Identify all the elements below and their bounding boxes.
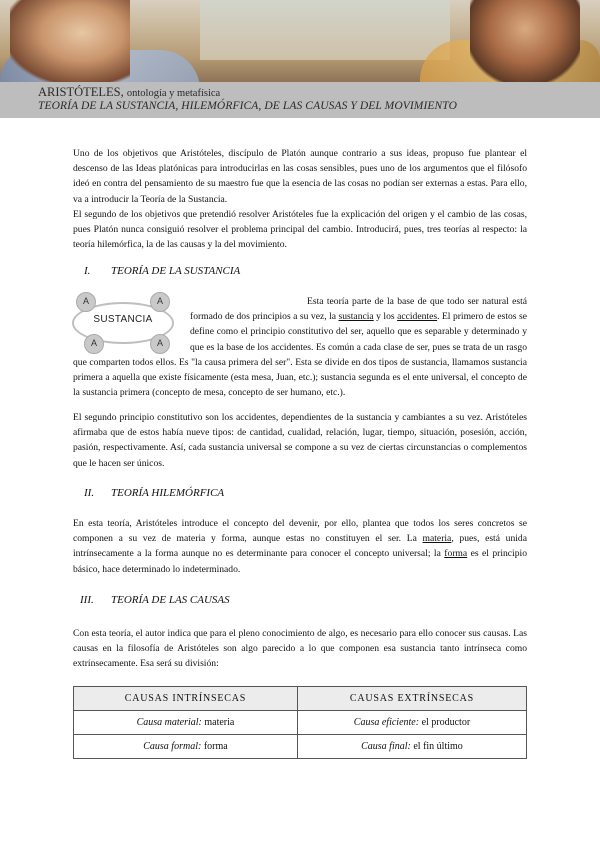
table-row	[74, 735, 527, 759]
section-title: TEORÍA DE LA SUSTANCIA	[111, 265, 241, 277]
section-number: I.	[84, 265, 91, 277]
intro-paragraph-1: Uno de los objetivos que Aristóteles, discípulo de Platón aunque contrario a sus ideas, propuso fue plantear el descenso de las Ideas platónicas para introducirlas en las cosas sensibles, pues uno de los argumentos que el filósofo ideó en contra del pensamiento de su maestro fue que la esencia de las cosas no podían ser externas a estas. Para ello, va a introducir la Teoría de la Sustancia.	[73, 148, 527, 205]
term-materia: materia	[422, 533, 452, 545]
diagram-label: SUSTANCIA	[93, 314, 153, 325]
table-cell: Causa final: el fin último	[297, 735, 526, 759]
table-row	[74, 711, 527, 735]
table-header-extrinsecas: CAUSAS EXTRÍNSECAS	[297, 687, 526, 711]
diagram-node-accident: A	[84, 334, 104, 354]
sustancia-paragraph-1: Esta teoría parte de la base de que todo ser natural está formado de dos principios a su vez, la sustancia y los accidentes. El primero de estos se define como el principio constitutivo del ser, aquello que es separable y determinado y que es la base de los accidentes. Es común a cada clase de ser, pues se trata de un rasgo que comparten todos ellos. Es "la causa primera del ser". Esta se divide en dos tipos de sustancia, llamamos sustancia primera a aquella que existe físicamente (esta mesa, Juan, etc.); sustancia segunda es el ente universal, el concepto de la sustancia primera (concepto de mesa, concepto de ser humano, etc.).	[73, 296, 527, 399]
table-cell: Causa material: materia	[74, 711, 298, 735]
section-title: TEORÍA HILEMÓRFICA	[111, 487, 225, 499]
document-title	[38, 85, 220, 100]
hilemorfica-paragraph: En esta teoría, Aristóteles introduce el concepto del devenir, por ello, plantea que todos los seres concretos se componen a su vez de materia y forma, aunque estas no constituyen el ser. La materia, pues, está unida intrínsecamente a la forma aunque no es determinante para conocer el concepto universal; la forma es el principio básico, hace determinado lo indeterminado.	[73, 518, 527, 575]
diagram-node-accident: A	[150, 292, 170, 312]
section-number: II.	[84, 487, 95, 499]
term-accidentes: accidentes	[397, 311, 438, 323]
table-cell: Causa formal: forma	[74, 735, 298, 759]
term-sustancia: sustancia	[338, 311, 374, 323]
causas-table	[73, 686, 527, 759]
illustration-figure-right	[470, 0, 580, 82]
title-main: ARISTÓTELES,	[38, 85, 124, 99]
header-illustration	[0, 0, 600, 82]
table-header-row	[74, 687, 527, 711]
illustration-figure-left	[10, 0, 130, 82]
diagram-node-accident: A	[150, 334, 170, 354]
title-sub: ontología y metafísica	[126, 88, 221, 99]
term-forma: forma	[444, 548, 468, 560]
table-cell: Causa eficiente: el productor	[297, 711, 526, 735]
section-number: III.	[80, 594, 94, 606]
sustancia-paragraph-2: El segundo principio constitutivo son los accidentes, dependientes de la sustancia y cambiantes a su vez. Aristóteles afirmaba que de estos había nueve tipos: de cantidad, cualidad, relación, lugar, tiempo, situación, posesión, acción, pasión, respectivamente. Así, cada sustancia universal se compone a su vez de ciertas circunstancias o complementos que le hacen ser únicos.	[73, 412, 527, 469]
illustration-background	[200, 0, 450, 60]
intro-paragraph-2: El segundo de los objetivos que pretendió resolver Aristóteles fue la explicación del origen y el cambio de las cosas, pues Platón nunca consiguió resolver el problema principal del cambio. Introducirá, pues, tres teorías al respecto: la teoría hilemórfica, la de las causas y la del movimiento.	[73, 209, 527, 251]
table-header-intrinsecas: CAUSAS INTRÍNSECAS	[74, 687, 298, 711]
causas-paragraph: Con esta teoría, el autor indica que para el pleno conocimiento de algo, es necesario para ello conocer sus causas. Las causas en la filosofía de Aristóteles son algo parecido a lo que componen esa sustancia tanto intrínseca como extrínsecamente. Esa será su división:	[73, 628, 527, 670]
diagram-node-accident: A	[76, 292, 96, 312]
section-title: TEORÍA DE LAS CAUSAS	[111, 594, 230, 606]
document-subtitle: TEORÍA DE LA SUSTANCIA, HILEMÓRFICA, DE LAS CAUSAS Y DEL MOVIMIENTO	[38, 100, 457, 112]
